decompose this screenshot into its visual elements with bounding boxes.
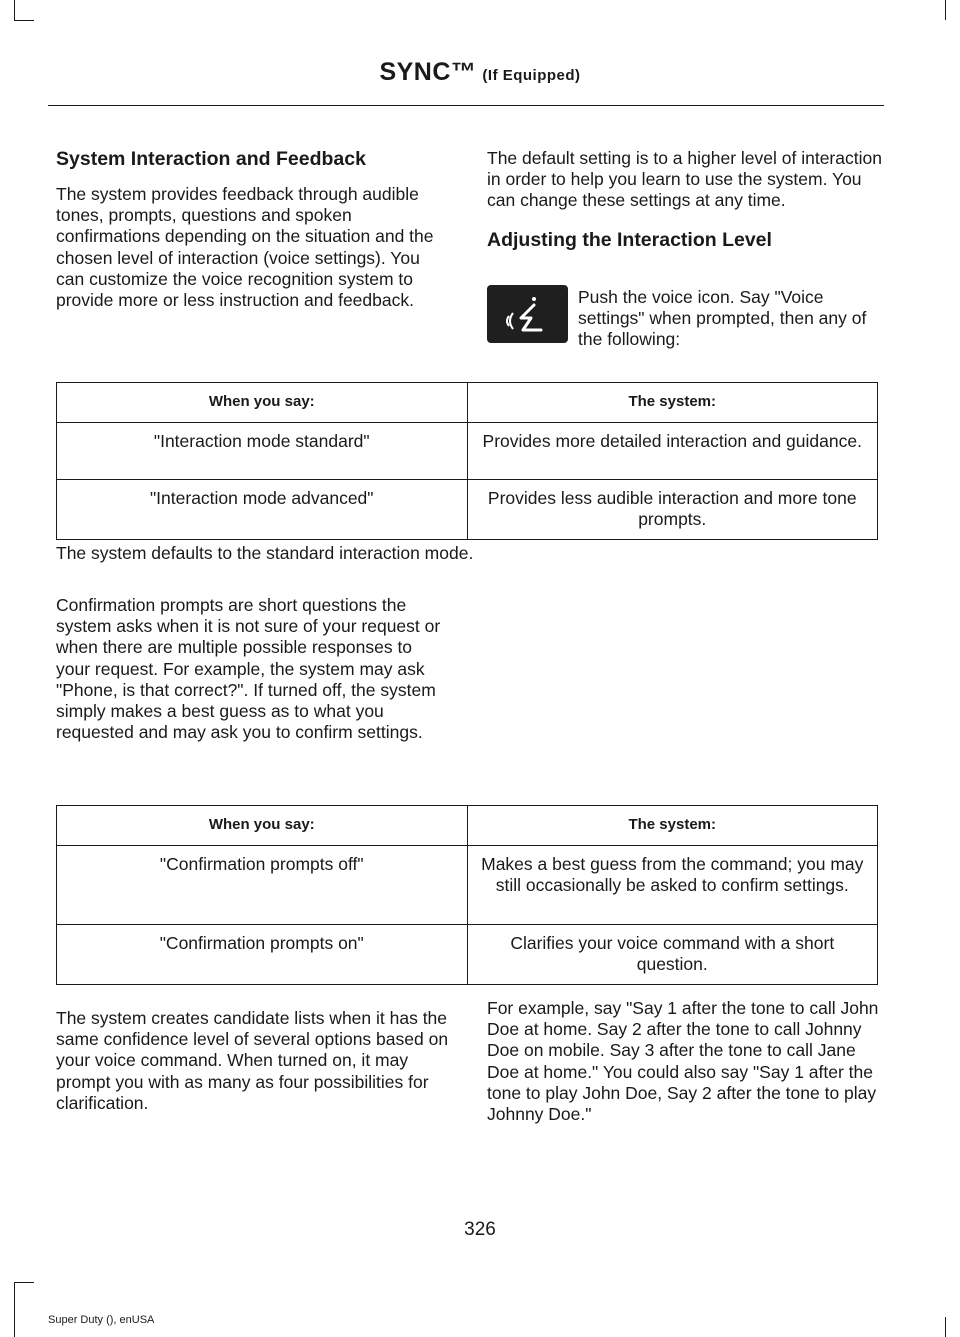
table-header: When you say:	[57, 806, 468, 846]
interaction-mode-table	[56, 382, 878, 540]
table-row	[57, 423, 878, 480]
table-header: The system:	[467, 383, 878, 423]
voice-instruction-text: Push the voice icon. Say "Voice settings" when prompted, then any of the following:	[578, 287, 867, 350]
table-row	[57, 846, 878, 925]
table-cell: "Confirmation prompts on"	[57, 925, 468, 984]
header-divider	[48, 105, 884, 106]
intro-paragraph: The system provides feedback through audible tones, prompts, questions and spoken confirmations depending on the situation and the chosen level of interaction (voice settings). You can customize the voice recognition system to provide more or less instruction and feedback.	[56, 184, 434, 311]
crop-mark	[945, 0, 946, 20]
table-cell: "Interaction mode standard"	[57, 423, 468, 480]
edition-label: Super Duty (), enUSA	[48, 1314, 155, 1326]
table-row	[57, 480, 878, 539]
crop-mark	[14, 1282, 34, 1283]
table-cell: Provides more detailed interaction and guidance.	[467, 423, 878, 480]
header-subtitle: (If Equipped)	[482, 67, 581, 84]
crop-mark	[14, 20, 34, 21]
left-intro	[56, 147, 450, 311]
section-heading: System Interaction and Feedback	[56, 148, 366, 170]
defaults-note	[56, 543, 878, 564]
header-title: SYNC™	[379, 58, 477, 86]
candidate-paragraph: The system creates candidate lists when it has the same confidence level of several options based on your voice command. When turned on, it may prompt you with as many as four possibilities for clarification.	[56, 1008, 449, 1113]
right-intro	[487, 148, 883, 252]
subsection-heading: Adjusting the Interaction Level	[487, 228, 772, 251]
candidate-example-paragraph: For example, say "Say 1 after the tone to call John Doe at home. Say 2 after the tone to call Johnny Doe on mobile. Say 3 after the tone to call Jane Doe at home." You could also say "Say 1 after the tone to play John Doe, Say 2 after the tone to play Johnny Doe."	[487, 998, 879, 1125]
candidate-right	[487, 998, 883, 1125]
crop-mark	[14, 1282, 15, 1337]
crop-mark	[14, 0, 15, 20]
voice-command-icon	[487, 285, 568, 343]
candidate-left	[56, 1008, 450, 1114]
table-header-row	[57, 383, 878, 423]
voice-instruction	[578, 287, 880, 351]
confirmation-paragraph: Confirmation prompts are short questions the system asks when it is not sure of your request or when there are multiple possible responses to your request. For example, the system may ask "Phone, is that correct?". If turned off, the system simply makes a best guess as to what you requested and may ask you to confirm settings.	[56, 595, 441, 743]
confirmation-section	[56, 595, 450, 743]
table-cell: "Interaction mode advanced"	[57, 480, 468, 539]
defaults-text: The system defaults to the standard interaction mode.	[56, 543, 474, 563]
page-header	[0, 58, 960, 87]
crop-mark	[945, 1317, 946, 1337]
page-number: 326	[464, 1219, 496, 1240]
table-row	[57, 925, 878, 984]
table-cell: Clarifies your voice command with a short question.	[467, 925, 878, 984]
table-cell: Provides less audible interaction and more tone prompts.	[467, 480, 878, 539]
table-cell: Makes a best guess from the command; you may still occasionally be asked to confirm settings.	[467, 846, 878, 925]
table-cell: "Confirmation prompts off"	[57, 846, 468, 925]
table-header: The system:	[467, 806, 878, 846]
table-header: When you say:	[57, 383, 468, 423]
table-header-row	[57, 806, 878, 846]
default-setting-paragraph: The default setting is to a higher level of interaction in order to help you learn to use the system. You can change these settings at any time.	[487, 148, 882, 211]
confirmation-prompts-table	[56, 805, 878, 985]
